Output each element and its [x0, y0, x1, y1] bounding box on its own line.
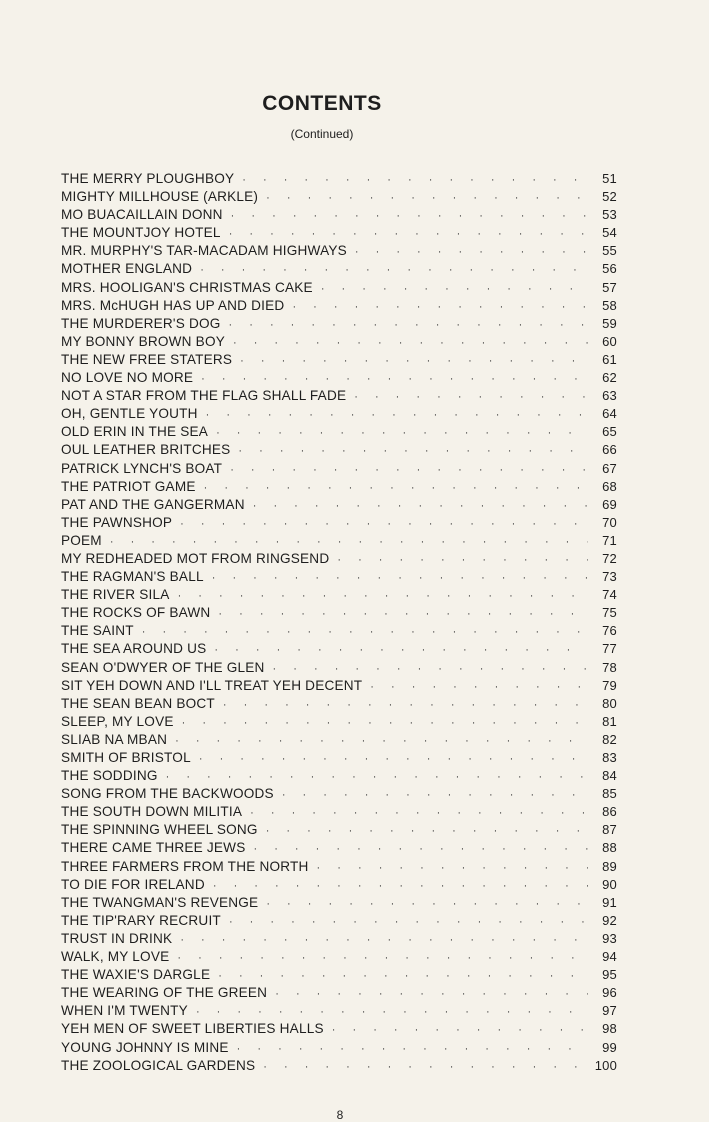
entry-page-number: 66: [602, 442, 617, 458]
entry-page-number: 54: [602, 225, 617, 241]
dot-leader: [266, 895, 588, 912]
entry-page-number: 59: [602, 315, 617, 331]
entry-page-number: 80: [602, 695, 617, 711]
dot-leader: [214, 641, 588, 658]
toc-entry: [61, 659, 617, 677]
entry-page-number: 78: [602, 659, 617, 675]
toc-entry: [61, 948, 617, 966]
entry-title: SEAN O'DWYER OF THE GLEN: [61, 659, 265, 675]
entry-page-number: 83: [602, 750, 617, 765]
toc-entry: [61, 894, 617, 912]
entry-title: MOTHER ENGLAND: [61, 261, 193, 277]
dot-leader: [180, 515, 588, 532]
entry-title: POEM: [61, 532, 102, 548]
toc-entry: [61, 224, 617, 242]
entry-page-number: 51: [602, 171, 617, 186]
toc-entry: [61, 496, 617, 514]
entry-page-number: 82: [602, 731, 617, 747]
entry-page-number: 70: [602, 514, 617, 530]
entry-title: MY BONNY BROWN BOY: [61, 333, 225, 349]
entry-page-number: 89: [602, 858, 617, 874]
entry-page-number: 75: [602, 605, 617, 621]
dot-leader: [317, 859, 588, 876]
dot-leader: [212, 569, 588, 586]
entry-page-number: 57: [602, 279, 617, 295]
entry-page-number: 88: [602, 840, 617, 856]
entry-title: THE WAXIE'S DARGLE: [61, 967, 211, 983]
entry-title: SLEEP, MY LOVE: [61, 713, 174, 729]
dot-leader: [110, 533, 588, 550]
dot-leader: [250, 804, 588, 821]
entry-title: OLD ERIN IN THE SEA: [61, 424, 209, 440]
toc-entry: [61, 297, 617, 315]
entry-page-number: 87: [602, 822, 617, 838]
dot-leader: [218, 605, 588, 622]
dot-leader: [230, 461, 588, 478]
toc-entry: [61, 749, 617, 767]
entry-page-number: 96: [602, 985, 617, 1001]
toc-entry: [61, 821, 617, 839]
toc-entry: [61, 514, 617, 532]
entry-page-number: 61: [602, 351, 617, 367]
dot-leader: [273, 660, 588, 677]
dot-leader: [354, 388, 588, 405]
entry-title: MIGHTY MILLHOUSE (ARKLE): [61, 189, 259, 205]
entry-title: PATRICK LYNCH'S BOAT: [61, 460, 223, 476]
entry-title: WALK, MY LOVE: [61, 949, 170, 965]
toc-entry: [61, 622, 617, 640]
entry-title: SONG FROM THE BACKWOODS: [61, 786, 274, 802]
dot-leader: [218, 967, 588, 984]
entry-page-number: 91: [602, 894, 617, 910]
entry-page-number: 69: [602, 496, 617, 512]
entry-page-number: 56: [602, 261, 617, 277]
toc-entry: [61, 568, 617, 586]
entry-title: THE RIVER SILA: [61, 587, 170, 603]
entry-page-number: 86: [602, 804, 617, 820]
entry-page-number: 63: [602, 388, 617, 404]
entry-page-number: 98: [602, 1021, 617, 1037]
entry-page-number: 99: [602, 1039, 617, 1055]
toc-entry: [61, 839, 617, 857]
toc-entry: [61, 279, 617, 297]
entry-title: MRS. McHUGH HAS UP AND DIED: [61, 297, 285, 313]
entry-page-number: 95: [602, 967, 617, 983]
entry-title: THE ROCKS OF BAWN: [61, 605, 211, 621]
entry-page-number: 68: [602, 478, 617, 494]
entry-page-number: 79: [602, 677, 617, 693]
toc-entry: [61, 532, 617, 550]
toc-entry: [61, 206, 617, 224]
dot-leader: [213, 877, 588, 894]
entry-title: THE PAWNSHOP: [61, 514, 173, 530]
entry-title: THE RAGMAN'S BALL: [61, 569, 204, 585]
entry-title: NO LOVE NO MORE: [61, 370, 194, 386]
dot-leader: [266, 822, 588, 839]
toc-entry: [61, 876, 617, 894]
dot-leader: [292, 298, 588, 315]
entry-title: MY REDHEADED MOT FROM RINGSEND: [61, 550, 330, 566]
toc-entry: [61, 677, 617, 695]
toc-entry: [61, 441, 617, 459]
toc-entry: [61, 188, 617, 206]
entry-page-number: 53: [602, 207, 617, 223]
entry-page-number: 71: [602, 532, 617, 548]
entry-page-number: 100: [594, 1057, 617, 1073]
entry-page-number: 64: [602, 406, 617, 422]
entry-page-number: 84: [602, 768, 617, 784]
toc-entry: [61, 930, 617, 948]
dot-leader: [177, 949, 588, 966]
toc-entry: [61, 369, 617, 387]
toc-entry: [61, 713, 617, 731]
dot-leader: [206, 406, 588, 423]
entry-page-number: 93: [602, 930, 617, 946]
entry-title: YOUNG JOHNNY IS MINE: [61, 1039, 229, 1055]
dot-leader: [229, 316, 588, 333]
toc-entry: [61, 260, 617, 278]
page-number: 8: [336, 1108, 344, 1122]
entry-page-number: 92: [602, 912, 617, 928]
toc-entry: [61, 423, 617, 441]
toc-entry: [61, 405, 617, 423]
toc-entry: [61, 460, 617, 478]
entry-page-number: 67: [602, 460, 617, 476]
toc-entry: [61, 242, 617, 260]
entry-title: NOT A STAR FROM THE FLAG SHALL FADE: [61, 388, 347, 404]
dot-leader: [229, 913, 588, 930]
dot-leader: [253, 840, 588, 857]
dot-leader: [332, 1021, 588, 1038]
toc-entry: [61, 1002, 617, 1020]
dot-leader: [223, 696, 588, 713]
toc-entry: [61, 767, 617, 785]
entry-page-number: 97: [602, 1003, 617, 1019]
entry-title: THE SOUTH DOWN MILITIA: [61, 804, 243, 820]
entry-page-number: 73: [602, 569, 617, 585]
entry-title: THE SEA AROUND US: [61, 641, 207, 657]
entry-page-number: 90: [602, 876, 617, 892]
entry-title: OUL LEATHER BRITCHES: [61, 442, 231, 458]
entry-page-number: 60: [602, 333, 617, 349]
entry-title: THE WEARING OF THE GREEN: [61, 985, 268, 1001]
contents-list: [61, 170, 617, 1075]
entry-title: THERE CAME THREE JEWS: [61, 840, 246, 856]
entry-title: SLIAB NA MBAN: [61, 731, 168, 747]
toc-entry: [61, 640, 617, 658]
dot-leader: [204, 479, 588, 496]
toc-entry: [61, 695, 617, 713]
entry-page-number: 76: [602, 623, 617, 639]
entry-title: PAT AND THE GANGERMAN: [61, 496, 245, 512]
dot-leader: [263, 1058, 588, 1075]
toc-entry: [61, 984, 617, 1002]
toc-entry: [61, 858, 617, 876]
dot-leader: [253, 497, 588, 514]
dot-leader: [200, 261, 588, 278]
dot-leader: [182, 714, 588, 731]
dot-leader: [142, 623, 588, 640]
page-title: CONTENTS: [262, 92, 382, 115]
toc-entry: [61, 478, 617, 496]
dot-leader: [355, 243, 588, 260]
toc-entry: [61, 1020, 617, 1038]
entry-title: WHEN I'M TWENTY: [61, 1003, 188, 1019]
entry-title: OH, GENTLE YOUTH: [61, 406, 198, 422]
dot-leader: [321, 280, 588, 297]
dot-leader: [240, 352, 588, 369]
toc-entry: [61, 1039, 617, 1057]
entry-title: THE PATRIOT GAME: [61, 478, 196, 494]
entry-page-number: 58: [602, 297, 617, 313]
toc-entry: [61, 387, 617, 405]
entry-page-number: 65: [602, 424, 617, 440]
dot-leader: [233, 334, 588, 351]
entry-title: THE MERRY PLOUGHBOY: [61, 171, 235, 186]
entry-title: THE MURDERER'S DOG: [61, 315, 221, 331]
entry-page-number: 55: [602, 243, 617, 259]
entry-title: THREE FARMERS FROM THE NORTH: [61, 858, 309, 874]
entry-title: YEH MEN OF SWEET LIBERTIES HALLS: [61, 1021, 324, 1037]
toc-entry: [61, 315, 617, 333]
toc-entry: [61, 731, 617, 749]
entry-title: THE MOUNTJOY HOTEL: [61, 225, 221, 241]
dot-leader: [229, 225, 588, 242]
dot-leader: [337, 551, 588, 568]
entry-page-number: 74: [602, 587, 617, 603]
toc-entry: [61, 333, 617, 351]
dot-leader: [166, 768, 588, 785]
page-subtitle: (Continued): [290, 127, 354, 141]
entry-title: MO BUACAILLAIN DONN: [61, 207, 223, 223]
toc-entry: [61, 170, 617, 188]
dot-leader: [231, 207, 588, 224]
toc-entry: [61, 351, 617, 369]
dot-leader: [201, 370, 588, 387]
entry-title: THE SODDING: [61, 768, 158, 784]
dot-leader: [275, 985, 588, 1002]
dot-leader: [175, 732, 588, 749]
dot-leader: [242, 171, 588, 188]
entry-title: MR. MURPHY'S TAR-MACADAM HIGHWAYS: [61, 243, 347, 259]
toc-entry: [61, 586, 617, 604]
entry-title: SIT YEH DOWN AND I'LL TREAT YEH DECENT: [61, 677, 363, 693]
entry-title: THE TWANGMAN'S REVENGE: [61, 894, 259, 910]
dot-leader: [238, 442, 588, 459]
entry-page-number: 94: [602, 949, 617, 965]
entry-title: MRS. HOOLIGAN'S CHRISTMAS CAKE: [61, 279, 313, 295]
entry-title: THE TIP'RARY RECRUIT: [61, 912, 221, 928]
entry-page-number: 85: [602, 786, 617, 802]
dot-leader: [237, 1040, 588, 1057]
toc-entry: [61, 785, 617, 803]
entry-page-number: 72: [602, 550, 617, 566]
toc-entry: [61, 1057, 617, 1075]
dot-leader: [199, 750, 588, 767]
entry-title: THE SAINT: [61, 623, 134, 639]
dot-leader: [180, 931, 588, 948]
entry-page-number: 77: [602, 641, 617, 657]
entry-title: THE NEW FREE STATERS: [61, 351, 233, 367]
entry-title: THE SEAN BEAN BOCT: [61, 695, 215, 711]
dot-leader: [196, 1003, 588, 1020]
dot-leader: [370, 678, 588, 695]
entry-page-number: 52: [602, 189, 617, 205]
dot-leader: [266, 189, 588, 206]
toc-entry: [61, 912, 617, 930]
toc-entry: [61, 550, 617, 568]
entry-title: THE SPINNING WHEEL SONG: [61, 822, 258, 838]
toc-entry: [61, 966, 617, 984]
entry-title: THE ZOOLOGICAL GARDENS: [61, 1057, 256, 1073]
toc-entry: [61, 604, 617, 622]
dot-leader: [178, 587, 588, 604]
entry-title: TO DIE FOR IRELAND: [61, 876, 205, 892]
entry-title: TRUST IN DRINK: [61, 930, 173, 946]
toc-entry: [61, 803, 617, 821]
dot-leader: [216, 424, 588, 441]
entry-page-number: 62: [602, 370, 617, 386]
entry-title: SMITH OF BRISTOL: [61, 750, 191, 765]
dot-leader: [282, 786, 588, 803]
entry-page-number: 81: [602, 713, 617, 729]
